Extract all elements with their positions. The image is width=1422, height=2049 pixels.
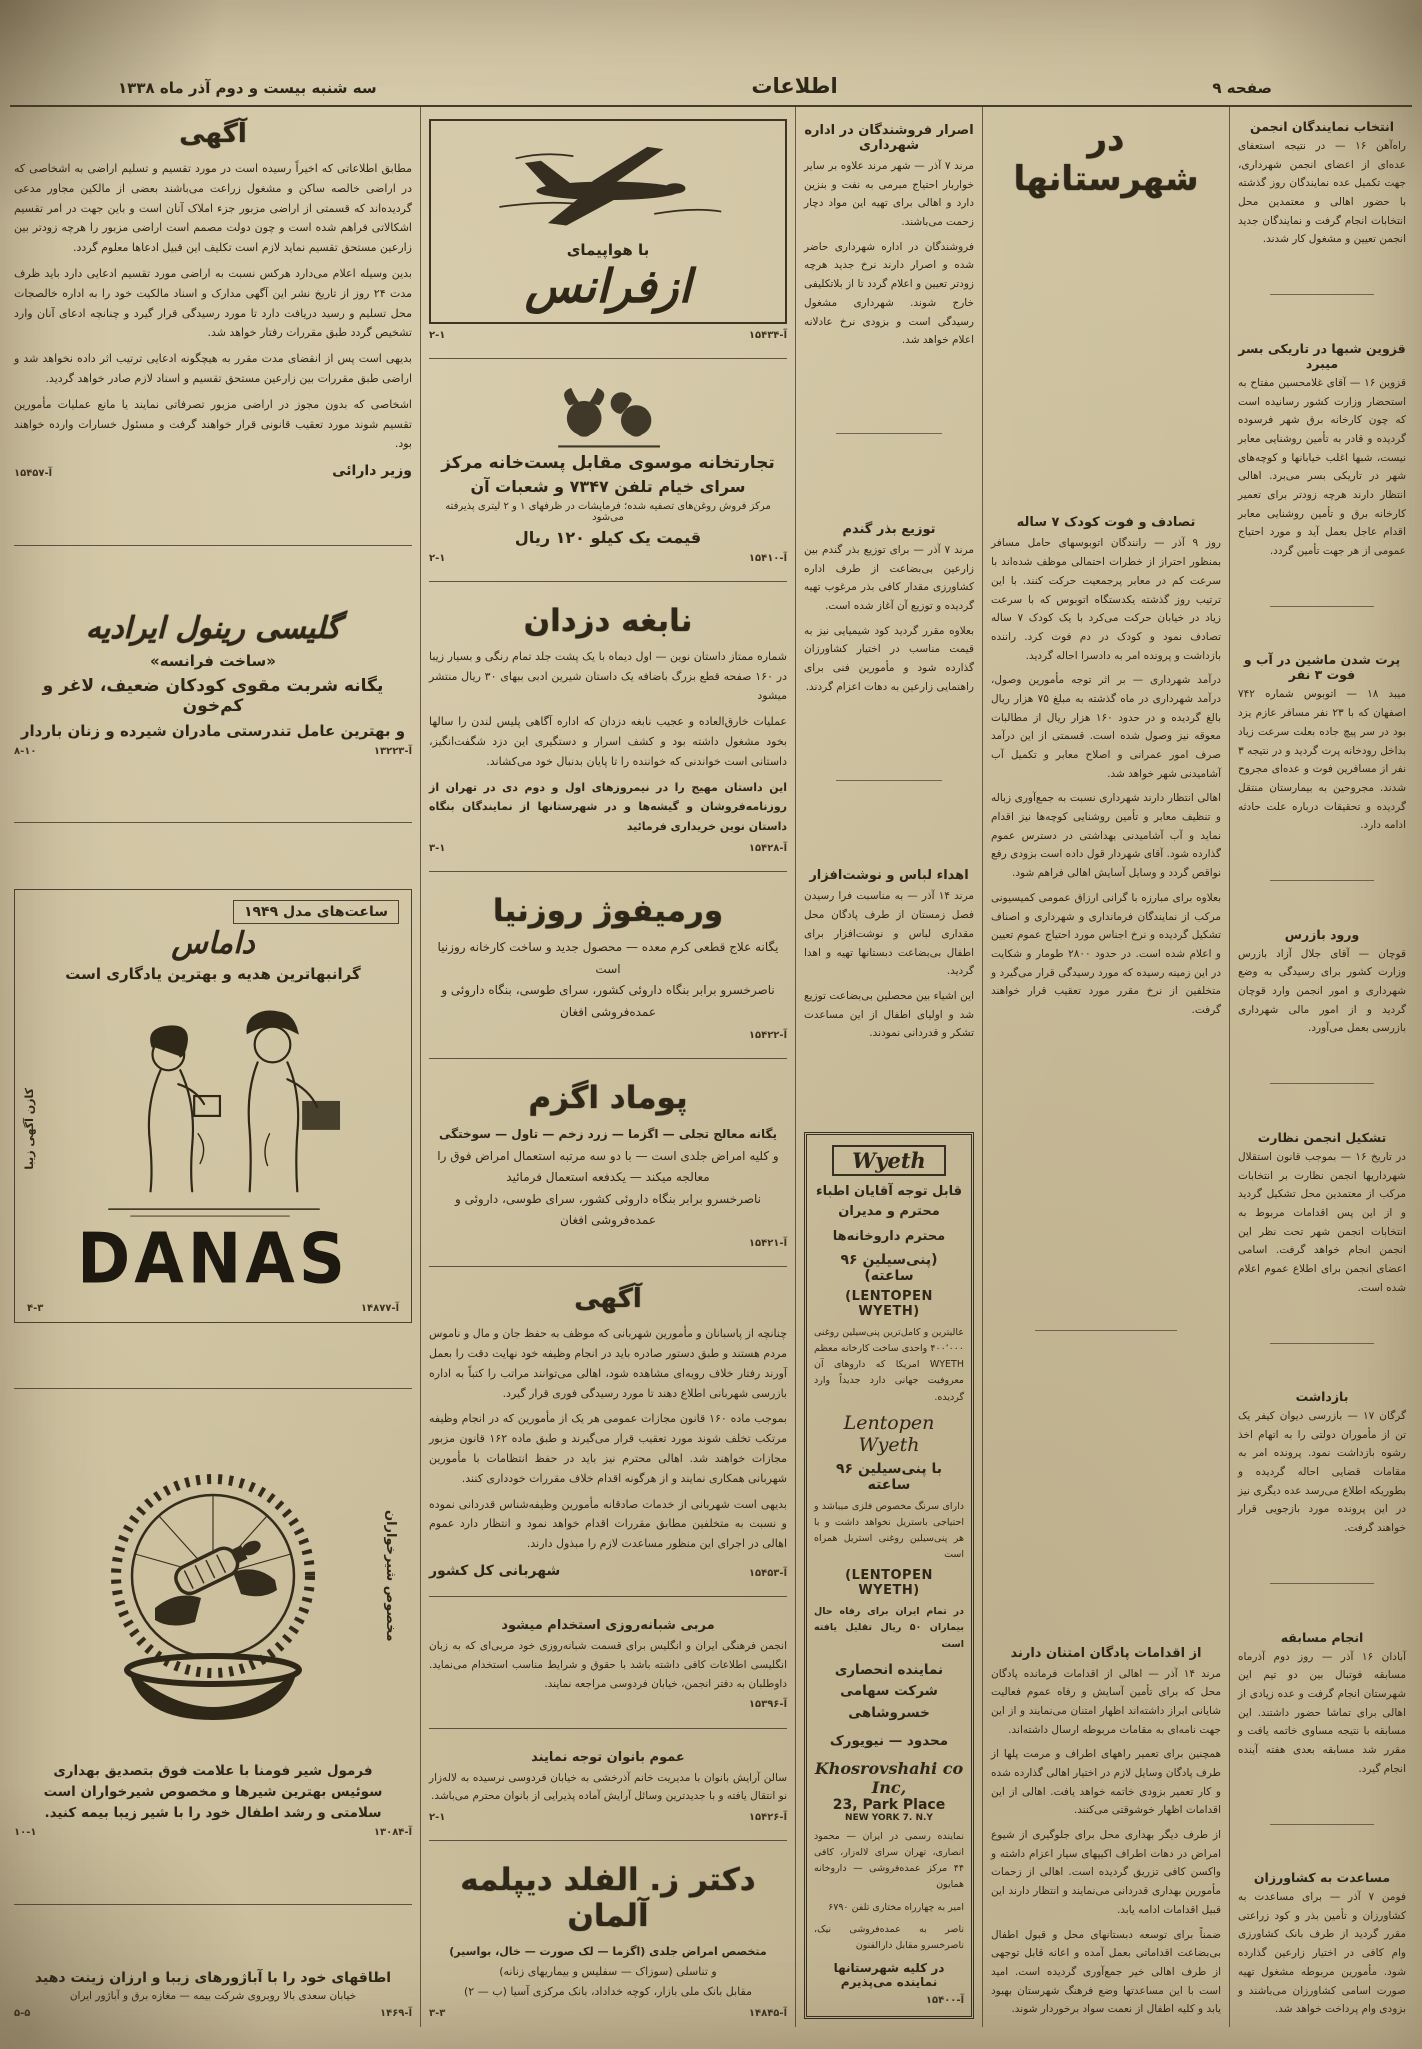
brief-oversight-council: [1238, 1130, 1406, 1298]
ad-slogan: گرانبهاترین هدیه و بهترین یادگاری است: [65, 964, 361, 983]
ad-glycine-syrup: [14, 611, 412, 757]
ad-run-count: ۴-۳: [27, 1302, 44, 1314]
article-title: توزیع بذر گندم: [842, 521, 936, 537]
column-briefs: [1232, 107, 1412, 2027]
brief-title: قزوین شبها در تاریکی بسر میبرد: [1238, 340, 1406, 371]
airplane-icon: [458, 133, 758, 237]
distributor-name: محدود — نیویورک: [829, 1733, 949, 1750]
section-divider: [429, 1596, 787, 1597]
section-divider: [14, 822, 412, 823]
article-paragraph: بعلاوه برای مبارزه با گرانی ارزاق عمومی کمیسیونی مرکب از نمایندگان فرمانداری و شهرداری و اصناف تشکیل گردیده و نرخ اجناس مورد احتیاج عموم تعیین و اعلام شده است. در حدود ۲۸۰۰ طومار و شکایت در این زمینه رسیده که مورد رسیدگی قرار می‌گیرد و متخلفین از نرخ مقرر مورد تعقیب قرار خواهند گرفت.: [991, 891, 1221, 1016]
brief-body: در تاریخ ۱۶ — بموجب قانون استقلال شهرداریها انجمن نظارت بر انتخابات مرکب از معتمدین محل تشکیل گردید و از این پس اقدامات مربوط به انتخابات انجمن شهر تحت نظر این انجمن انجام خواهد گرفت. اسامی اعضای انجمن برای اطلاع عموم اعلام شده است.: [1238, 1150, 1406, 1294]
brand-name-farsi: داماس: [171, 925, 255, 961]
ad-line: سلامتی و رشد اطفال خود را با شیر زیبا بیمه کنید.: [44, 1805, 382, 1822]
brief-bus-river-accident: [1238, 652, 1406, 835]
ad-tagline: با هواپیمای: [566, 241, 650, 259]
section-divider: [429, 1840, 787, 1841]
column-rule: [982, 107, 983, 2027]
article-paragraph: بعلاوه مقرر گردید کود شیمیایی نیز به قیمت مناسب در اختیار کشاورزان گذارده شود و مأمورین فنی برای راهنمایی زارعین به دهات اعزام گردند.: [804, 624, 974, 693]
column-classifieds: [423, 107, 793, 2027]
brief-body: قزوین ۱۶ — آقای غلامحسین مفتاح به استحضار وزارت کشور رسانیده است که چون کارخانه برق شهر فرسوده گردیده و قادر به تأمین روشنایی معابر نیست، شبها اغلب خیابانها و کوچه‌های شهر در تاریکی بسر می‌برد. اهالی انتظار دارند هرچه زودتر برای تعمیر کارخانه برق و تأمین روشنایی معابر اقدام عاجل بعمل آید و مورد احتیاج عمومی از هر جهت تأمین گردد.: [1238, 376, 1406, 558]
section-divider: [429, 1266, 787, 1267]
ad-run-count: ۵-۵: [14, 2007, 31, 2019]
ad-line: یگانه معالج تجلی — اگزما — زرد زخم — تاول — سوختگی: [438, 1126, 778, 1141]
ad-paragraph-bold: این داستان مهیج را در نیمروزهای اول و دوم دی در تهران از روزنامه‌فروشان و گیشه‌ها و در شهرستانها از نمایندگان بنگاه داستان نوین خریداری فرمائید: [429, 780, 787, 834]
section-divider: [429, 1728, 787, 1729]
column-rule: [420, 107, 421, 2027]
company-name-latin: Khosrovshahi co Inc,: [814, 1759, 964, 1798]
column-provinces: [985, 107, 1227, 2027]
ad-ref: آ-۱۳۰۸۴: [373, 1827, 412, 1839]
article-clothes-donation: [804, 864, 974, 1043]
page-number: صفحه ۹: [1212, 79, 1272, 97]
section-divider: [429, 581, 787, 582]
article-garrison-thanks: [991, 1642, 1221, 2019]
section-divider: [14, 545, 412, 546]
brief-qazvin-darkness: [1238, 341, 1406, 561]
ad-ref: آ-۱۵۴۳۴: [748, 330, 787, 342]
brief-title: پرت شدن ماشین در آب و فوت ۳ نفر: [1243, 652, 1401, 683]
brief-body: آبادان ۱۶ آذر — روز دوم آذرماه مسابقه فوتبال بین دو تیم این شهرستان انجام گرفت و عده زیادی از اهالی برای تماشا حضور داشتند. این مسابقه با نتیجه مساوی خاتمه یافت و مقرر شد مسابقه بعدی هفته آینده انجام گیرد.: [1238, 1650, 1406, 1775]
brief-body: قوچان — آقای جلال آزاد بازرس وزارت کشور برای رسیدگی به وضع شهرداری و امور انجمن وارد قوچان گردید و از امور مالی شهرداری بازرسی بعمل می‌آورد.: [1238, 947, 1406, 1035]
ad-eczema-pomade: [429, 1076, 787, 1249]
ad-run-count: ۱۰-۱: [14, 1827, 37, 1839]
article-paragraph: درآمد شهرداری — بر اثر توجه مأمورین وصول، درآمد شهرداری در ماه گذشته به مبلغ ۷۵ هزار ریال بالغ گردیده و در حدود ۱۶۰ هزار ریال از مطالبات معوقه نیز وصول شده است. قسمتی از این درآمد صرف امور عمرانی و اصلاح معابر و تکمیل آب آشامیدنی شهر خواهد شد.: [991, 674, 1221, 780]
ad-story-serial: [429, 599, 787, 854]
ad-line: و تناسلی (سوزاک — سفلیس و بیماریهای زنانه): [499, 1965, 717, 1979]
article-wheat-seed: [804, 518, 974, 697]
ad-agency-credit: کازن آگهی زیبا: [23, 1088, 36, 1170]
section-divider: [1270, 1083, 1374, 1084]
brief-body: فومن ۷ آذر — برای مساعدت به کشاورزان و تأمین بذر و کود زراعتی مقرر گردید از طرف بانک کشاورزی وام کافی در اختیار زارعین گذارده شود. مأمورین مربوطه مشغول تهیه صورت اسامی کشاورزان می‌باشند و بزودی وام پرداخت خواهد شد.: [1238, 1891, 1406, 2016]
ad-ref: آ-۱۵۴۲۲: [748, 1029, 787, 1041]
ad-line: «ساخت فرانسه»: [150, 651, 276, 670]
ad-line: (پنی‌سیلین ۹۶ ساعته): [840, 1251, 938, 1284]
ad-line: متخصص امراض جلدی (اگزما — لک صورت — خال، بواسیر): [449, 1945, 767, 1959]
notice-signature: وزیر دارائی: [332, 462, 412, 479]
ad-price-line: قیمت یک کیلو ۱۲۰ ریال: [514, 527, 702, 547]
ad-wyeth-penicillin: [804, 1132, 974, 2019]
notice-paragraph: بدیهی است شهربانی از خدمات صادقانه مأمورین وظیفه‌شناس قدردانی نموده و نسبت به متخلفین مطابق مقررات اقدام خواهد نمود و انتظار دارد عموم اهالی در اجرای این منظور مساعدت لازم را مبذول دارند.: [429, 1497, 787, 1551]
ad-run-count: ۳-۳: [429, 2007, 446, 2019]
couple-illustration: [48, 985, 378, 1223]
product-name-script: Lentopen Wyeth: [843, 1411, 935, 1456]
product-name-latin: (LENTOPEN WYETH): [845, 1568, 933, 1599]
land-notice: [14, 119, 412, 479]
ad-title: مربی شبانه‌روزی استخدام میشود: [501, 1618, 715, 1634]
ad-ref: آ-۱۵۴۵۷: [14, 468, 53, 480]
masthead-title: اطلاعات: [751, 74, 838, 98]
ad-line: سرای خیام تلفن ۷۳۴۷ و شعبات آن: [470, 476, 746, 496]
columns: [0, 107, 1422, 2027]
ad-paragraph: در تمام ایران برای رفاه حال بیماران ۵۰ ریال تقلیل یافته است: [814, 1606, 964, 1650]
section-divider: [14, 1388, 412, 1389]
ad-air-france: [429, 119, 787, 341]
ad-line: یگانه علاج قطعی کرم معده — محصول جدید و ساخت کارخانه روزنیا است: [437, 940, 779, 976]
emblem-arc-text: مخصوص شیرخواران: [383, 1510, 398, 1642]
brief-inspector-arrival: [1238, 927, 1406, 1038]
section-divider: [836, 433, 941, 434]
milk-bottle-emblem-icon: [63, 1458, 363, 1758]
ad-footer: در کلیه شهرستانها نماینده می‌پذیرم: [833, 1961, 945, 1989]
ad-paragraph: عملیات خارق‌العاده و عجیب نابغه دزدان که اداره آگاهی پلیس لندن را سالها بخود مشغول داشته بود و کشف اسرار و دستگیری این دزد شگفت‌انگیز، داستانی است خواندنی که خواننده را تا پایان بدنبال خود می‌کشاند.: [429, 715, 787, 768]
notice-title: آگهی: [179, 119, 247, 149]
notice-title: آگهی: [574, 1284, 642, 1315]
ad-paragraph: دارای سرنگ مخصوص فلزی میباشد و احتیاجی باستریل نخواهد داشت و با هر پنی‌سیلین روغنی استریل همراه است: [814, 1500, 964, 1561]
ad-run-count: ۳-۱: [429, 842, 446, 854]
company-city: NEW YORK 7. N.Y: [845, 1813, 933, 1824]
airline-brand: ازفرانس: [524, 259, 692, 313]
ad-paragraph: امیر به چهارراه مختاری تلفن ۶۷۹۰: [828, 1901, 964, 1913]
notice-signature: شهربانی کل کشور: [429, 1562, 561, 1579]
ad-run-count: ۲-۱: [429, 552, 446, 564]
section-divider: [14, 1904, 412, 1905]
brief-arrest: [1238, 1389, 1406, 1538]
company-address: 23, Park Place: [832, 1797, 946, 1814]
section-divider: [836, 780, 941, 781]
brief-title: بازداشت: [1295, 1389, 1349, 1405]
ad-line: فرمول شیر فومنا با علامت فوق بتصدیق بهداری: [53, 1763, 373, 1780]
ad-ref: آ-۱۵۴۲۸: [748, 842, 787, 854]
ad-line: محترم داروخانه‌ها: [832, 1229, 946, 1245]
ad-vermifuge: [429, 889, 787, 1040]
article-paragraph: اهالی انتظار دارند شهرداری نسبت به جمع‌آوری زباله و تنظیف معابر و تأمین روشنایی کوچه‌ها نیز اقدام نماید و آب آشامیدنی بهداشتی در دسترس عموم گذارده شود. آقای شهردار قول داده است بزودی رفع نواقص گردد و وسایل آسایش اهالی فراهم شود.: [991, 792, 1221, 880]
ad-ref: آ-۱۵۴۱۰: [748, 552, 787, 564]
ad-paragraph: شماره ممتاز داستان نوین — اول دیماه با یک پشت جلد تمام رنگی و بسیار زیبا در ۱۶۰ صفحه قطع بزرگ باضافه یک داستان شیرین ادبی ببهای ۳۰ ریال منتشر میشود: [429, 649, 787, 703]
brief-council-election: [1238, 119, 1406, 249]
product-name-latin: (LENTOPEN WYETH): [845, 1288, 933, 1319]
article-paragraph: مرند ۷ آذر — برای توزیع بذر گندم بین زارعین بی‌بضاعت از طرف اداره کشاورزی مقدار کافی بذر مرغوب تهیه گردیده و توزیع آن آغاز شده است.: [804, 543, 974, 612]
ad-ref: آ-۱۴۸۴۵: [748, 2007, 787, 2019]
ad-line: و بهترین عامل تندرستی مادران شیرده و زنان باردار: [20, 721, 406, 740]
ad-tutor-wanted: [429, 1614, 787, 1710]
article-paragraph: روز ۹ آذر — رانندگان اتوبوسهای حامل مسافر بمنظور احتراز از خطرات احتمالی موظف شده‌اند با سرعت کم در معابر پرجمعیت حرکت کنند. با این ترتیب روز گذشته یکدستگاه اتوبوس که با سرعت زیاد در خیابان حرکت می‌کرد با یک کودک ۷ ساله تصادف نمود و کودک در دم فوت کرد. راننده بازداشت و پرونده امر به دادسرا احاله گردید.: [991, 537, 1222, 662]
ad-line: قابل توجه آقایان اطباء محترم و مدیران: [816, 1184, 962, 1219]
livestock-trademark-icon: [543, 377, 673, 453]
ad-title: نابغه دزدان: [523, 602, 693, 639]
brief-title: مساعدت به کشاورزان: [1253, 1870, 1391, 1886]
ad-ref: آ-۱۵۴۰۰: [925, 1995, 964, 2006]
ad-ref: آ-۱۳۲۲۳: [373, 745, 412, 757]
ad-doctor-alfeld: [429, 1858, 787, 2018]
article-title: اهداء لباس و نوشت‌افزار: [809, 868, 969, 884]
brief-body: میبد ۱۸ — اتوبوس شماره ۷۴۲ اصفهان که با ۲۳ نفر مسافر عازم یزد بود در سر پیچ جاده بعلت سرعت زیاد بداخل رودخانه پرت گردید و در نتیجه ۳ نفر از مسافرین فوت و عده‌ای مجروح شدند. مجروحین به بیمارستان منتقل گردیده و تحقیقات درباره علت حادثه ادامه دارد.: [1238, 688, 1406, 832]
ad-ref: آ-۱۵۳۹۶: [748, 1699, 787, 1711]
ad-line: سوئیس بهترین شیرها و مخصوص شیرخواران است: [43, 1784, 383, 1801]
ad-title: پوماد اگزم: [528, 1079, 688, 1116]
watch-model-label: ساعت‌های مدل ۱۹۴۹: [233, 900, 399, 924]
notice-paragraph: چنانچه از پاسبانان و مأمورین شهربانی که موظف به حفظ جان و مال و ناموس مردم هستند و طبق دستور صادره باید در انجام وظیفه خود نهایت دقت را بعمل آورند رفتار خلاف رویه‌ای مشاهده شود، اهالی می‌توانند مراتب را کتباً به اداره بازرسی شهربانی اطلاع دهند تا مورد رسیدگی فوری قرار گیرد.: [429, 1327, 787, 1400]
article-paragraph: مرند ۱۴ آذر — اهالی از اقدامات فرمانده پادگان محل که برای تأمین آسایش و رفاه عموم فعالیت شایانی ابراز داشته‌اند اظهار امتنان می‌نمایند و از این جهت نامه‌ای به مقامات مربوطه ارسال داشته‌اند.: [991, 1667, 1221, 1736]
section-divider: [1270, 1583, 1374, 1584]
notice-paragraph: بدیهی است پس از انقضای مدت مقرر به هیچگونه ادعایی ترتیب اثر داده نخواهد شد و اراضی طبق مقررات بین زارعین مستحق تقسیم و اسناد لازم صادر خواهد گردید.: [14, 352, 412, 385]
section-divider: [429, 358, 787, 359]
ad-ref: آ-۱۵۴۲۶: [748, 1812, 787, 1824]
brief-title: تشکیل انجمن نظارت: [1257, 1129, 1387, 1145]
ad-run-count: ۲-۱: [429, 1812, 446, 1824]
ad-line: با پنی‌سیلین ۹۶ ساعته: [835, 1460, 942, 1493]
section-divider: [429, 871, 787, 872]
notice-paragraph: بموجب ماده ۱۶۰ قانون مجازات عمومی هر یک از مأمورین که در انجام وظیفه مرتکب تخلف شوند مورد تعقیب قرار می‌گیرند و طبق ماده ۱۶۲ قانون مزبور مجازات خواهند شد. اهالی محترم نیز باید در حفظ انتظامات با مأمورین شهربانی همکاری نمایند و از هرگونه اقدام خلاف مقررات خودداری کنند.: [429, 1412, 788, 1485]
ad-paragraph: انجمن فرهنگی ایران و انگلیس برای قسمت شبانه‌روزی خود مربی‌ای که به زبان انگلیسی اطلاعات کافی داشته باشد با حقوق و شرایط مناسب استخدام می‌نماید. داوطلبان به دفتر انجمن، خیابان فردوسی مراجعه نمایند.: [429, 1640, 787, 1690]
section-divider: [1270, 606, 1374, 607]
ad-paragraph: ناصر به عمده‌فروشی نیک، ناصرخسرو مقابل دارالفنون: [814, 1923, 964, 1951]
police-notice: [429, 1284, 787, 1579]
ad-line: مقابل بانک ملی بازار، کوچه خداداد، بانک مرکزی آسیا (ب — ۲): [464, 1985, 752, 1998]
ad-line: مرکز فروش روغن‌های تصفیه شده؛ فرمایشات در ظرفهای ۱ و ۲ لیتری پذیرفته می‌شود: [445, 500, 771, 523]
ad-ref: آ-۱۵۴۲۱: [748, 1237, 787, 1249]
ad-lampshades: [14, 1970, 412, 2019]
ad-baby-milk: [14, 1454, 412, 1838]
ad-ref: آ-۱۵۴۵۳: [748, 1568, 787, 1580]
article-paragraph: مرند ۱۴ آذر — به مناسبت فرا رسیدن فصل زمستان از طرف پادگان محل مقداری لباس و نوشت‌افزار برای اطفال بی‌بضاعت دبستانها تهیه و اهدا گردید.: [804, 890, 974, 978]
article-title: اصرار فروشندگان در اداره شهرداری: [804, 123, 974, 153]
column-far-left: [8, 107, 418, 2027]
ad-ref: آ-۱۴۸۷۷: [360, 1302, 399, 1314]
ad-line: و کلیه امراض جلدی است — با دو سه مرتبه استعمال امراض فوق را معالجه میکند — یکدفعه استعمال فرمائید: [437, 1148, 779, 1185]
ad-run-count: ۸-۱۰: [14, 745, 37, 757]
article-title: از اقدامات پادگان امتنان دارند: [1010, 1645, 1202, 1661]
issue-date: سه شنبه بیست و دوم آذر ماه ۱۳۳۸: [118, 79, 377, 97]
article-paragraph: این اشیاء بین محصلین بی‌بضاعت توزیع شد و اولیای اطفال از این مساعدت تشکر و قدردانی نمودند.: [804, 989, 974, 1040]
section-divider: [1270, 294, 1374, 295]
ad-line: اطاقهای خود را با آباژورهای زیبا و ارزان زینت دهید: [34, 1969, 392, 1986]
brief-body: راه‌آهن ۱۶ — در نتیجه استعفای عده‌ای از اعضای انجمن شهرداری، جهت تکمیل عده نمایندگان روز گذشته با حضور اهالی و معتمدین محل انتخابات انجام گرفت و نمایندگان جدید انجمن تعیین و مشغول کار شدند.: [1238, 140, 1406, 246]
section-divider: [1035, 1330, 1178, 1331]
ad-line: خیابان سعدی بالا روبروی شرکت بیمه — مغازه برق و آباژور ایران: [69, 1989, 357, 2002]
ad-title: عموم بانوان توجه نمایند: [531, 1749, 685, 1765]
section-divider: [1270, 880, 1374, 881]
section-divider: [1270, 1824, 1374, 1825]
brief-title: انتخاب نمایندگان انجمن: [1249, 119, 1395, 134]
brief-title: ورود بازرس: [1284, 926, 1360, 942]
column-middle: [798, 107, 980, 2027]
ad-line: تجارتخانه موسوی مقابل پست‌خانه مرکز: [441, 452, 775, 473]
ad-line: ناصرخسرو برابر بنگاه داروئی کشور، سرای طوسی، بنگاه داروئی و عمده‌فروشی افغان: [441, 983, 775, 1020]
distributor-name: نماینده انحصاری شرکت سهامی خسروشاهی: [834, 1661, 944, 1721]
article-paragraph: فروشندگان در اداره شهرداری حاضر شده و اصرار دارند نرخ جدید هرچه زودتر تعیین و اعلام گردد تا از بلاتکلیفی خارج شوند. شهرداری مشغول رسیدگی است و بزودی نرخ عادلانه اعلام خواهد شد.: [804, 240, 974, 347]
column-rule: [795, 107, 796, 2027]
notice-paragraph: مطابق اطلاعاتی که اخیراً رسیده است در مورد تقسیم و تسلیم اراضی به اشخاصی که در اراضی خالصه ساکن و مشغول زراعت می‌باشند بعضی از مالکین مجاور مدعی گردیده‌اند که قسمتی از اراضی مزبور جزء املاک آنان است و باین جهت در امر تقسیم اشکالاتی فراهم شده است و چون دولت مصمم است اراضی مزبور را هرچه زودتر بین زارعین مستحق تقسیم نماید لازم است تکلیف این قبیل ادعاها معلوم گردد.: [14, 162, 412, 255]
article-fuel-sellers: [804, 119, 974, 350]
ad-line: ناصرخسرو برابر بنگاه داروئی کشور، سرای طوسی، داروئی و عمده‌فروشی افغان: [454, 1191, 762, 1228]
ad-paragraph: عالیترین و کامل‌ترین پنی‌سیلین روغنی ۴۰۰٬۰۰۰ واحدی ساخت کارخانه معظم WYETH امریکا که داروهای آن معروفیت جهانی دارد جدیداً وارد گردیده.: [814, 1326, 964, 1403]
brief-farmer-aid: [1238, 1870, 1406, 2019]
article-paragraph: ضمناً برای توسعه دبستانهای محل و قبول اطفال بی‌بضاعت اقداماتی بعمل آمده و اعانه قابل توجهی از طرف اهالی خیر جمع‌آوری گردیده است. امید است با این مساعدتها وضع فرهنگ شهرستان بهبود یابد و کلیه اطفال از نعمت سواد برخوردار شوند.: [991, 1928, 1221, 2016]
section-divider: [429, 1058, 787, 1059]
ad-paragraph: نماینده رسمی در ایران — محمود انصاری، تهران سرای لاله‌زار، کافی ۴۴ مرکز عمده‌فروشی — داروخانه همایون: [814, 1831, 964, 1891]
ad-title: گلیسی رینول ایرادیه: [85, 610, 341, 646]
brief-title: انجام مسابقه: [1280, 1629, 1364, 1645]
section-headline: در شهرستانها: [1013, 119, 1199, 199]
section-divider: [1270, 1343, 1374, 1344]
ad-line: یگانه شربت مقوی کودکان ضعیف، لاغر و کم‌خون: [42, 675, 384, 716]
wyeth-logo: Wyeth: [832, 1145, 946, 1176]
brief-football-match: [1238, 1630, 1406, 1779]
ad-ref: آ-۱۴۶۹: [380, 2007, 412, 2019]
ad-title: دکتر ز. الفلد دیپلمه آلمان: [460, 1862, 756, 1935]
notice-paragraph: بدین وسیله اعلام می‌دارد هرکس نسبت به اراضی مورد تقسیم ادعایی دارد باید ظرف مدت ۲۴ روز از تاریخ نشر این آگهی مدارک و اسناد مالکیت خود را به اداره خالصجات محل تسلیم و رسید دریافت دارد تا مورد رسیدگی قرار گیرد و چنانچه ادعای آنان وارد تشخیص گردد طبق مقررات رفتار خواهد شد.: [14, 266, 412, 340]
ad-danas-watches: [14, 889, 412, 1323]
column-rule: [1229, 107, 1230, 2027]
brief-body: گرگان ۱۷ — بازرسی دیوان کیفر یک تن از مأموران دولتی را به اتهام اخذ رشوه بازداشت نمود. پرونده امر به مقامات قضایی احاله گردیده و بطوریکه اطلاع می‌رسد عده دیگری نیز در این پرونده مورد بازجویی قرار خواهند گرفت.: [1238, 1410, 1406, 1535]
ad-run-count: ۲-۱: [429, 330, 446, 342]
masthead-row: [0, 0, 1422, 102]
article-paragraph: از طرف دیگر بهداری محل برای جلوگیری از شیوع امراض در دهات اطراف اکیپهای سیار اعزام داشته و واکسن کافی تزریق گردیده است. اهالی از زحمات مأمورین بهداری قدردانی می‌نمایند و انتظار دارند این قبیل اقدامات ادامه یابد.: [991, 1829, 1221, 1916]
ad-title: ورمیفوژ روزنیا: [492, 893, 724, 930]
article-title: تصادف و فوت کودک ۷ ساله: [1016, 515, 1196, 531]
brand-name-latin: DANAS: [77, 1219, 349, 1300]
article-paragraph: مرند ۷ آذر — شهر مرند علاوه بر سایر خواربار احتیاج مبرمی به نفت و بنزین دارد و اهالی برای تهیه این مواد دچار زحمت می‌باشند.: [804, 160, 974, 229]
ad-mousavi-store: [429, 377, 787, 564]
ad-paragraph: سالن آرایش بانوان با مدیریت خانم آذرخشی به خیابان فردوسی نرسیده به لاله‌زار نو انتقال یافته و با جدیدترین وسائل آرایش آماده پذیرایی از بانوان محترم می‌باشد.: [429, 1771, 787, 1803]
ad-ladies-salon: [429, 1746, 787, 1823]
article-paragraph: همچنین برای تعمیر راههای اطراف و مرمت پلها از طرف پادگان وسایل لازم در اختیار اهالی گذارده شده و کار تعمیر بزودی خاتمه خواهد یافت. اهالی از این اقدامات اظهار خوشوقتی می‌کنند.: [991, 1748, 1221, 1817]
notice-paragraph: اشخاصی که بدون مجوز در اراضی مزبور تصرفاتی نمایند یا مانع عملیات مأمورین تقسیم شوند مورد تعقیب قانونی قرار خواهند گرفت و مسئول خسارات وارده خواهند بود.: [14, 397, 412, 451]
article-child-accident: [991, 511, 1221, 1019]
